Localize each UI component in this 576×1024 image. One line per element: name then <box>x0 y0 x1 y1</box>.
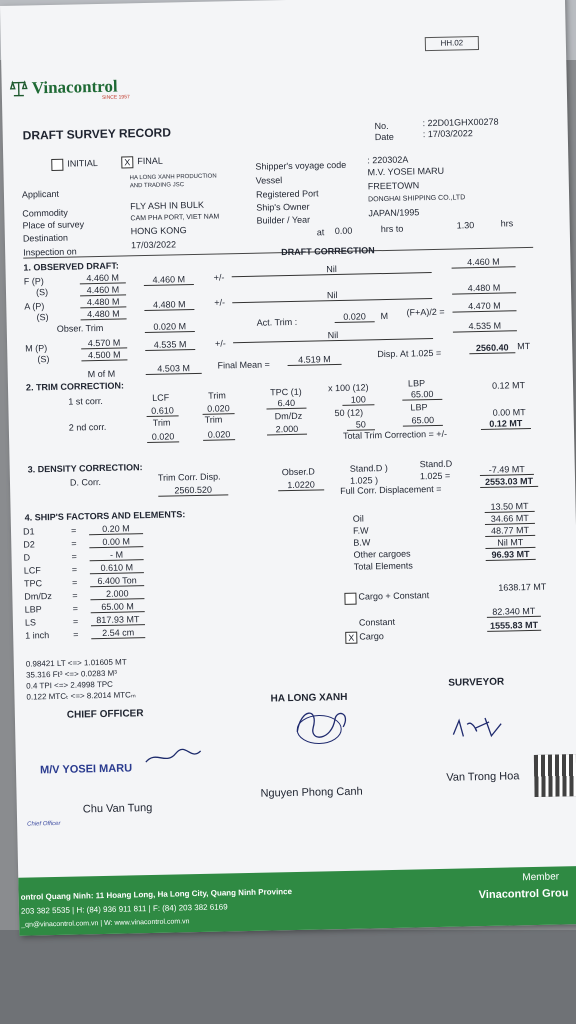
port-label: Registered Port <box>255 188 319 200</box>
total-trim-value: 0.12 MT <box>481 419 531 430</box>
chief-officer-name: Chu Van Tung <box>82 801 153 816</box>
factor-equals: = <box>71 564 78 575</box>
h2-dmdz: Dm/Dz <box>274 410 303 422</box>
oil-value: 13.50 MT <box>485 502 535 513</box>
port-value: FREETOWN <box>367 180 420 192</box>
a-mean-value: 4.480 M <box>144 300 194 311</box>
cargo-checkbox[interactable]: X <box>345 632 357 644</box>
factor-equals: = <box>71 538 77 549</box>
brand-since: SINCE 1957 <box>101 94 130 101</box>
h2-lbp: LBP <box>410 402 428 413</box>
inspection-value: 17/03/2022 <box>130 239 177 251</box>
full-corr-value: 2553.03 MT <box>480 477 538 488</box>
fa2-value: 4.470 M <box>452 301 516 312</box>
final-mean-value: 4.519 M <box>287 355 341 366</box>
dcorr-label: D. Corr. <box>69 476 102 488</box>
other-value: Nil MT <box>485 538 535 549</box>
act-trim-value: 0.020 <box>335 312 375 323</box>
constant-label: Constant <box>358 616 396 628</box>
fw-value: 34.66 MT <box>485 514 535 525</box>
factor-label: TPC <box>23 578 43 589</box>
h-100: x 100 (12) <box>327 382 369 394</box>
commodity-value: FLY ASH IN BULK <box>130 199 205 212</box>
mofm-label: M of M <box>87 368 116 380</box>
fa2-label: (F+A)/2 = <box>406 306 445 318</box>
cargo-constant-checkbox[interactable] <box>344 593 356 605</box>
t2b-value: 0.020 <box>203 430 235 441</box>
factor-value: - M <box>89 550 143 561</box>
f-s-value: 4.460 M <box>80 285 126 296</box>
full-corr-label: Full Corr. Displacement = <box>340 483 442 496</box>
factor-label: LCF <box>23 565 41 576</box>
h-trim: Trim <box>208 390 226 401</box>
m-s-label: (S) <box>37 354 50 365</box>
ship-stamp-text: M/V YOSEI MARU <box>39 762 133 777</box>
company-heading: HA LONG XANH <box>270 691 348 705</box>
a-s-label: (S) <box>36 312 49 323</box>
lbp2-value: 65.00 <box>403 416 443 427</box>
trim-corr-value: 2560.520 <box>158 485 228 496</box>
second-corr-value: 0.00 MT <box>492 407 526 418</box>
h-tpc: TPC (1) <box>270 386 302 398</box>
factor-label: D1 <box>22 526 35 537</box>
cargo-constant-label: Cargo + Constant <box>358 590 430 602</box>
f-p-label: F (P) <box>23 276 44 287</box>
footer-member: Member <box>522 871 560 884</box>
divider <box>23 247 533 259</box>
factor-value: 0.610 M <box>90 563 144 574</box>
f-s-label: (S) <box>35 287 49 298</box>
no-label: No. <box>374 120 389 132</box>
cargo-constant-value: 1638.17 MT <box>498 581 547 593</box>
a-correction: Nil <box>232 289 432 303</box>
conversion-3: 0.4 TPI <=> 2.4998 TPC <box>26 679 113 691</box>
density-result: -7.49 MT <box>480 465 534 476</box>
cargo-label: Cargo <box>359 631 384 642</box>
hrs-to-label: hrs to <box>380 223 404 235</box>
surveyor-name: Van Trong Hoa <box>446 770 520 784</box>
lcf-value: 0.610 <box>146 406 178 417</box>
m-p-label: M (P) <box>25 343 48 354</box>
m-correction: Nil <box>233 329 433 343</box>
factor-equals: = <box>72 616 79 627</box>
m-mean-value: 4.535 M <box>145 340 195 351</box>
destination-value: HONG KONG <box>130 225 187 237</box>
factor-equals: = <box>70 525 77 536</box>
factor-value: 817.93 MT <box>91 615 145 626</box>
initial-checkbox[interactable] <box>51 159 63 171</box>
surveyor-heading: SURVEYOR <box>448 676 505 689</box>
vessel-label: Vessel <box>255 175 283 186</box>
f-p-value: 4.460 M <box>80 273 126 284</box>
h2-50: 50 (12) <box>334 407 364 419</box>
footer-group: Vinacontrol Grou <box>478 887 569 902</box>
trim1-value: 0.020 <box>202 404 234 415</box>
conversion-4: 0.122 MTCₜ <=> 8.2014 MTCₘ <box>26 690 136 702</box>
company-signature-icon <box>291 701 356 750</box>
builder-label: Builder / Year <box>256 214 311 226</box>
final-label: FINAL <box>137 155 163 167</box>
cargo-value: 1555.83 MT <box>487 621 541 632</box>
builder-value: JAPAN/1995 <box>368 207 420 219</box>
final-checkbox[interactable]: X <box>121 156 133 168</box>
m-final: 4.535 M <box>453 321 517 332</box>
footer-address: ontrol Quang Ninh: 11 Hoang Long, Ha Long City, Quang Ninh Province <box>20 887 293 902</box>
observed-heading: 1. OBSERVED DRAFT: <box>23 260 119 273</box>
conversion-1: 0.98421 LT <=> 1.01605 MT <box>25 657 127 669</box>
mofm-value: 4.503 M <box>146 364 202 375</box>
date-value: : 17/03/2022 <box>422 128 473 140</box>
a-s-value: 4.480 M <box>80 309 126 320</box>
disp-value: 2560.40 <box>469 343 515 354</box>
fw-label: F.W <box>352 525 369 536</box>
h-obser: Obser.D <box>281 466 315 478</box>
draft-correction-heading: DRAFT CORRECTION <box>281 245 375 258</box>
factor-value: 6.400 Ton <box>90 576 144 587</box>
background-bottom <box>0 930 576 1024</box>
destination-label: Destination <box>22 232 69 244</box>
disp-label: Disp. At 1.025 = <box>377 347 442 360</box>
company-signer-name: Nguyen Phong Canh <box>260 785 363 800</box>
initial-label: INITIAL <box>67 157 98 169</box>
h-stand: Stand.D ) <box>349 462 388 474</box>
owner-label: Ship's Owner <box>256 201 310 213</box>
total-trim-label: Total Trim Correction = +/- <box>342 428 448 441</box>
bw-value: 48.77 MT <box>485 526 535 537</box>
applicant-label: Applicant <box>21 188 60 200</box>
document-code-box: HH.02 <box>425 36 479 51</box>
v50-value: 50 <box>347 420 375 431</box>
total-elements-value: 96.93 MT <box>486 550 536 561</box>
v100-value: 100 <box>342 395 374 406</box>
factor-value: 65.00 M <box>91 602 145 613</box>
factor-equals: = <box>73 629 79 640</box>
footer-phone: 203 382 5535 | H: (84) 936 911 811 | F: (84) 203 382 6169 <box>20 902 228 916</box>
lbp-value: 65.00 <box>402 390 442 401</box>
obser-trim-label: Obser. Trim <box>56 322 104 334</box>
t2a-value: 0.020 <box>147 432 179 443</box>
footer-band <box>18 866 576 936</box>
final-mean-label: Final Mean = <box>217 359 270 371</box>
h-lbp: LBP <box>407 378 426 389</box>
page-title: DRAFT SURVEY RECORD <box>22 125 172 143</box>
hrs-label: hrs <box>500 218 514 229</box>
total-elements-label: Total Elements <box>353 560 413 572</box>
vessel-value: M.V. YOSEI MARU <box>367 165 445 178</box>
factor-value: 0.20 M <box>89 524 143 535</box>
voyage-label: Shipper's voyage code <box>255 159 347 172</box>
hrs-value: 1.30 <box>456 220 475 231</box>
factor-label: LS <box>24 617 37 628</box>
h-stand2: Stand.D <box>419 458 453 470</box>
factor-value: 0.00 M <box>89 537 143 548</box>
conversion-2: 35.316 Ft³ <=> 0.0283 M³ <box>25 668 118 680</box>
dmdz-value: 2.000 <box>267 425 307 436</box>
obser-value: 1.0220 <box>278 480 324 491</box>
applicant-value-2: AND TRADING JSC <box>129 182 185 190</box>
factor-equals: = <box>72 603 79 614</box>
draft-survey-document: HH.02 Vinacontrol SINCE 1957 DRAFT SURVEY RECORD No. : 22D01GHX00278 Date : 17/03/2022 INITIAL X FINAL Applicant HA LONG XANH PRODUCTION AND TRADING JSC Commodity FLY ASH IN BULK Place of survey CAM PHA PORT, VIET NAM Destination HONG KONG Inspection on 17/03/2022 Shipper's voyage code : 220302A Vessel M.V. YOSEI MARU Registered Port FREETOWN Ship's Owner DONGHAI SHIPPING CO.,LTD Builder / Year JAPAN/1995 at 0.00 hrs to 1.30 hrs 1. OBSERVED DRAFT: DRAFT CORRECTION F (P) (S) 4.460 M 4.460 M 4.460 M +/- Nil 4.460 M A (P) (S) 4.480 M 4.480 M 4.480 M +/- Nil 4.480 M Obser. Trim 0.020 M Act. Trim : 0.020 M (F+A)/2 = 4.470 M M (P) (S) 4.570 M 4.500 M 4.535 M +/- Nil 4.535 M M of M 4.503 M Final Mean = 4.519 M Disp. At 1.025 = 2560.40 MT 2. TRIM CORRECTION: 1 st corr. LCF Trim TPC (1) x 100 (12) LBP 0.610 0.020 6.40 100 65.00 0.12 MT 2 nd corr. Trim Trim Dm/Dz 50 (12) LBP 0.020 0.020 2.000 50 65.00 0.00 MT Total Trim Correction = +/- 0.12 MT 3. DENSITY CORRECTION: D. Corr. Trim Corr. Disp. Obser.D Stand.D ) Stand.D 2560.520 1.0220 1.025 ) 1.025 = -7.49 MT Full Corr. Displacement = 2553.03 MT 4. SHIP'S FACTORS AND ELEMENTS: D1 = 0.20 M D2 = 0.00 M D = - M LCF = 0.610 M TPC = 6.400 Ton Dm/Dz = 2.000 LBP = 65.00 M LS = 817.93 MT 1 inch = 2.54 cm 0.98421 LT <=> 1.01605 MT 35.316 Ft³ <=> 0.0283 M³ 0.4 TPI <=> 2.4998 TPC 0.122 MTCₜ <=> 8.2014 MTCₘ Oil 13.50 MT F.W 34.66 MT B.W 48.77 MT Other cargoes Nil MT Total Elements 96.93 MT Cargo + Constant 1638.17 MT Constant 82.340 MT X Cargo 1555.83 MT CHIEF OFFICER HA LONG XANH SURVEYOR M/V YOSEI MARU Chu Van Tung Chief Officer Nguyen Phong Canh Van Trong Hoa ontrol Quang Ninh: 11 Hoang Long, Ha Long City, Quang Ninh Province 203 382 5535 | H: (84) 936 911 811 | F: (84) 203 382 6169 _qn@vinacontrol.com.vn | W: www.vinacontrol.com.vn Member Vinacontrol Grou <box>0 0 576 936</box>
chief-officer-heading: CHIEF OFFICER <box>66 708 144 721</box>
a-p-label: A (P) <box>24 301 45 312</box>
f-mean-value: 4.460 M <box>144 275 194 286</box>
m-s-value: 4.500 M <box>81 350 127 361</box>
h2-trim2: Trim <box>204 414 223 425</box>
factor-equals: = <box>71 551 77 562</box>
bw-label: B.W <box>353 537 371 548</box>
factor-equals: = <box>72 590 78 601</box>
no-value: : 22D01GHX00278 <box>422 116 499 129</box>
first-corr-value: 0.12 MT <box>491 380 526 391</box>
first-corr-label: 1 st corr. <box>68 395 103 407</box>
stand2-value: 1.025 = <box>419 470 451 482</box>
act-trim-unit: M <box>380 310 389 322</box>
commodity-label: Commodity <box>22 207 68 219</box>
applicant-value-1: HA LONG XANH PRODUCTION <box>129 173 217 182</box>
factor-label: 1 inch <box>25 630 50 641</box>
qr-code-icon[interactable] <box>534 754 576 797</box>
factor-label: LBP <box>24 604 42 615</box>
brand-name: Vinacontrol <box>31 76 118 98</box>
footer-contact: _qn@vinacontrol.com.vn | W: www.vinacontrol.com.vn <box>21 918 190 929</box>
tpc-value: 6.40 <box>266 399 306 410</box>
stand-value: 1.025 ) <box>349 475 379 486</box>
surveyor-signature-icon <box>449 714 506 743</box>
act-trim-label: Act. Trim : <box>256 316 298 328</box>
density-heading: 3. DENSITY CORRECTION: <box>27 462 143 475</box>
f-correction: Nil <box>232 263 432 277</box>
trim-heading: 2. TRIM CORRECTION: <box>25 380 125 393</box>
factor-equals: = <box>71 577 78 588</box>
factor-label: Dm/Dz <box>24 591 52 602</box>
at-label: at <box>316 227 325 238</box>
h-trim-corr: Trim Corr. Disp. <box>157 471 221 483</box>
obser-trim-value: 0.020 M <box>145 322 195 333</box>
factor-label: D2 <box>23 539 35 550</box>
factor-value: 2.000 <box>90 589 144 600</box>
inspection-label: Inspection on <box>23 246 77 258</box>
a-final: 4.480 M <box>452 283 516 294</box>
second-corr-label: 2 nd corr. <box>68 421 107 433</box>
other-label: Other cargoes <box>353 548 411 560</box>
h2-trim: Trim <box>152 417 171 428</box>
vinacontrol-logo-icon <box>10 79 28 97</box>
constant-value: 82.340 MT <box>487 607 541 618</box>
m-p-value: 4.570 M <box>81 338 127 349</box>
disp-unit: MT <box>517 340 531 352</box>
oil-label: Oil <box>352 513 364 524</box>
place-value: CAM PHA PORT, VIET NAM <box>130 213 220 223</box>
owner-value: DONGHAI SHIPPING CO.,LTD <box>368 194 466 204</box>
chief-officer-stamp: Chief Officer <box>27 820 61 828</box>
h-lcf: LCF <box>152 392 170 403</box>
factor-label: D <box>23 552 31 563</box>
factors-heading: 4. SHIP'S FACTORS AND ELEMENTS: <box>24 509 186 523</box>
a-p-value: 4.480 M <box>80 297 126 308</box>
f-final: 4.460 M <box>451 257 515 268</box>
date-label: Date <box>374 131 394 143</box>
at-value: 0.00 <box>334 225 353 237</box>
voyage-value: : 220302A <box>367 154 409 166</box>
place-label: Place of survey <box>22 219 85 231</box>
factor-value: 2.54 cm <box>91 628 145 639</box>
